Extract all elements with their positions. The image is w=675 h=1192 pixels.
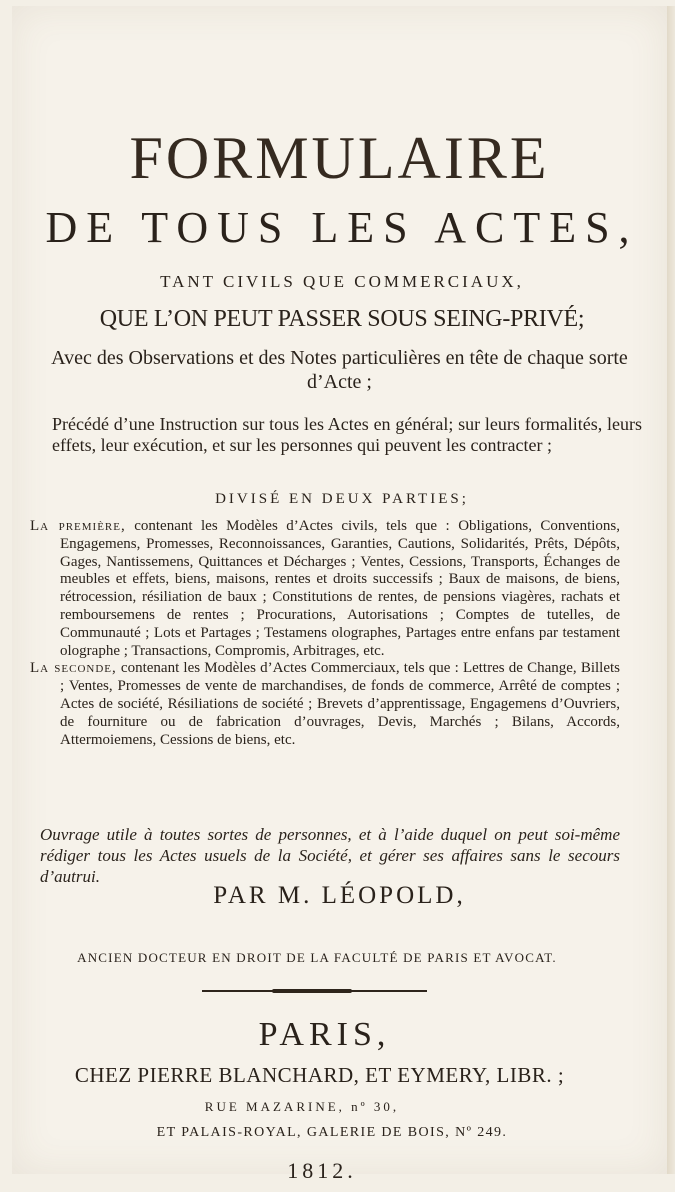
- purpose-text: Ouvrage utile à toutes sortes de personnes, et à l’aide duquel on peut soi-même rédiger tous les Actes usuels de la Société, et gérer ses affaires sans le secours d’autrui.: [40, 825, 620, 886]
- author-role: ANCIEN DOCTEUR EN DROIT DE LA FACULTÉ DE PARIS ET AVOCAT.: [77, 950, 557, 965]
- first-part-lead: La première,: [30, 518, 126, 534]
- parts-description: [30, 518, 620, 749]
- second-part-paragraph: [30, 660, 620, 749]
- imprint-street2: ET PALAIS-ROYAL, GALERIE DE BOIS, Nº 249.: [156, 1125, 508, 1140]
- instruction-text: Précédé d’une Instruction sur tous les Actes en général; sur leurs formalités, leurs effets, leur exécution, et sur les personnes qui peuvent les contracter ;: [52, 414, 642, 455]
- observations-text: Avec des Observations et des Notes particulières en tête de chaque sorte d’Acte ;: [51, 347, 628, 393]
- first-part-paragraph: [30, 518, 620, 660]
- title-line3: TANT CIVILS QUE COMMERCIAUX,: [160, 272, 524, 291]
- imprint-publisher: CHEZ PIERRE BLANCHARD, ET EYMERY, LIBR. ;: [74, 1063, 565, 1087]
- first-part-text: contenant les Modèles d’Actes civils, tels que : Obligations, Conventions, Engagemens, Promesses, Reconnoissances, Garanties, Cautions, Solidarités, Prêts, Dépôts, Gages, Nantissemens, Quittances et Décharges ; Ventes, Cessions, Transports, Échanges de meubles et effets, biens, maisons, rentes et droits successifs ; Baux de maisons, de biens, rétrocession, résiliation de baux ; Constitutions de rentes, de pensions viagères, rachats et remboursemens de rentes ; Procurations, Autorisations ; Comptes de tutelles, de Communauté ; Lots et Partages ; Testamens olographes, Partages entre enfans par testament olographe ; Transactions, Compromis, Arbitrages, etc.: [60, 518, 621, 659]
- main-title-line2: DE TOUS LES ACTES,: [45, 203, 639, 252]
- imprint-city: PARIS,: [258, 1016, 391, 1053]
- page-edge: [667, 6, 675, 1174]
- second-part-lead: La seconde,: [30, 660, 117, 677]
- second-part-text: contenant les Modèles d’Actes Commerciaux, tels que : Lettres de Change, Billets ; Ventes, Promesses de vente de marchandises, de fonds de commerce, Arrêté de comptes ; Actes de société, Résiliations de société ; Brevets d’apprentissage, Engagemens d’Ouvriers, de fourniture ou de fabrication d’ouvrages, Devis, Marchés ; Bilans, Accords, Attermoiemens, Cessions de biens, etc.: [60, 660, 620, 748]
- imprint-year: 1812.: [287, 1158, 357, 1183]
- division-heading: DIVISÉ EN DEUX PARTIES;: [215, 491, 469, 507]
- imprint-street1: RUE MAZARINE, nº 30,: [204, 1099, 400, 1114]
- main-title: FORMULAIRE: [129, 125, 550, 191]
- author-name: PAR M. LÉOPOLD,: [213, 882, 466, 909]
- ornamental-rule: [202, 990, 427, 992]
- title-page: [12, 6, 667, 1183]
- title-line4: QUE L’ON PEUT PASSER SOUS SEING-PRIVÉ;: [99, 306, 585, 332]
